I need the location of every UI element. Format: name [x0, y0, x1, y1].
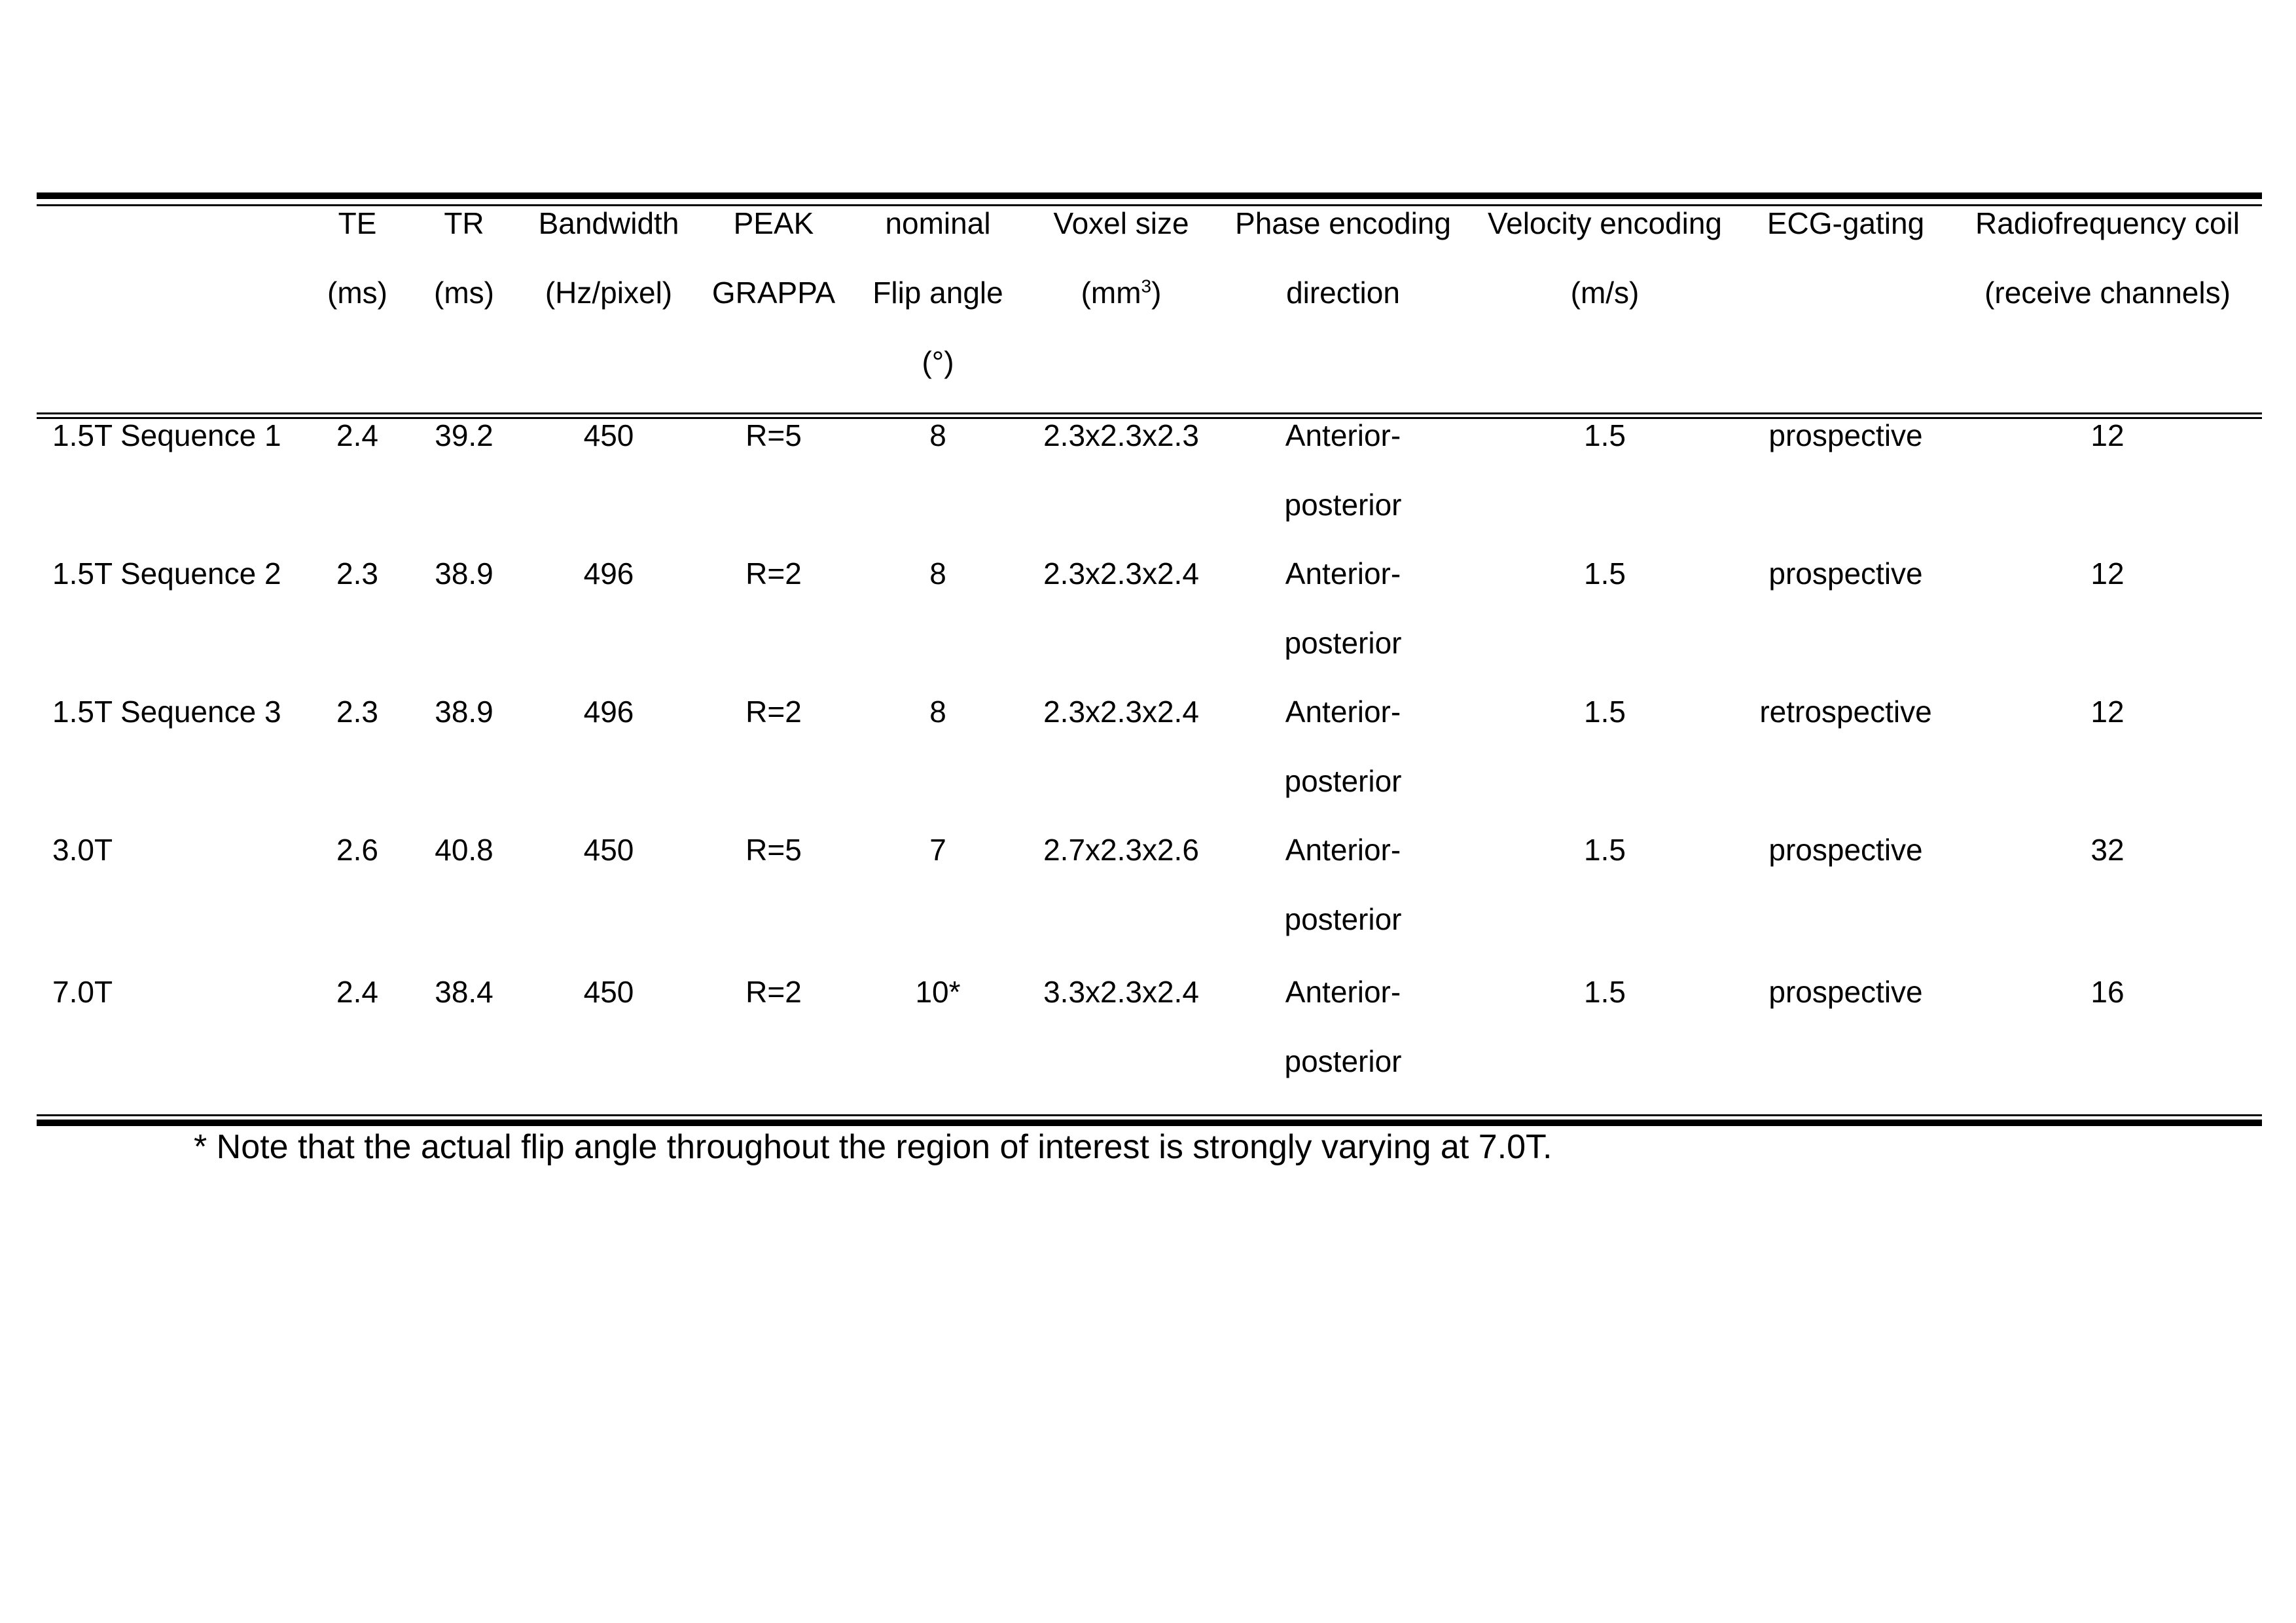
header-peak-grappa-line1: PEAK [733, 206, 814, 240]
cell-phase-encoding [1285, 418, 1402, 522]
cell-velocity-encoding: 1.5 [1584, 975, 1626, 1009]
cell-peak-grappa: R=5 [745, 833, 802, 867]
cell-tr: 38.4 [435, 975, 493, 1009]
row-label: 3.0T [52, 833, 113, 867]
cell-flip-angle: 10* [915, 975, 961, 1009]
cell-voxel-size: 2.3x2.3x2.4 [1043, 695, 1199, 729]
cell-rf-coil: 16 [2090, 975, 2125, 1009]
cell-voxel-size: 2.3x2.3x2.3 [1043, 418, 1199, 452]
cell-line: Anterior- [1285, 833, 1401, 867]
cell-ecg-gating: prospective [1768, 975, 1923, 1009]
cell-rf-coil: 12 [2090, 695, 2125, 729]
cell-bandwidth: 450 [583, 418, 634, 452]
cell-phase-encoding [1285, 832, 1402, 937]
cell-flip-angle: 8 [929, 695, 946, 729]
row-label: 1.5T Sequence 1 [52, 418, 281, 452]
cell-bandwidth: 450 [583, 975, 634, 1009]
header-velocity-encoding-line1: Velocity encoding [1487, 206, 1723, 240]
cell-rf-coil: 32 [2090, 833, 2125, 867]
header-tr-line2: (ms) [434, 276, 494, 310]
header-flip-angle-line2: Flip angle [872, 276, 1003, 310]
cell-line: posterior [1284, 488, 1402, 522]
row-label: 1.5T Sequence 2 [52, 556, 281, 591]
cell-line: posterior [1284, 626, 1402, 660]
cell-velocity-encoding: 1.5 [1584, 833, 1626, 867]
header-phase-encoding-line2: direction [1286, 276, 1400, 310]
cell-phase-encoding [1285, 556, 1402, 661]
table-top-rule-thick [37, 192, 2262, 199]
header-voxel-size-unit: (mm [1081, 276, 1141, 310]
cell-tr: 38.9 [435, 556, 493, 591]
cell-tr: 38.9 [435, 695, 493, 729]
header-phase-encoding-line1: Phase encoding [1235, 206, 1451, 240]
header-peak-grappa [712, 206, 835, 310]
header-separator-rule [37, 412, 2262, 414]
cell-te: 2.4 [336, 418, 378, 452]
header-bandwidth-line2: (Hz/pixel) [545, 276, 673, 310]
header-te [327, 206, 387, 310]
cell-te: 2.3 [336, 556, 378, 591]
cell-peak-grappa: R=2 [745, 695, 802, 729]
header-flip-angle-line3: (°) [922, 345, 954, 379]
header-voxel-size [1053, 206, 1189, 310]
header-voxel-size-line2 [1053, 275, 1189, 310]
cell-ecg-gating: prospective [1768, 418, 1923, 452]
header-rf-coil [1975, 206, 2240, 310]
cell-peak-grappa: R=2 [745, 556, 802, 591]
table-footnote: * Note that the actual flip angle throughout the region of interest is strongly varying at 7.0T. [194, 1128, 1552, 1166]
cell-voxel-size: 3.3x2.3x2.4 [1043, 975, 1199, 1009]
header-voxel-size-close: ) [1151, 276, 1162, 310]
cell-phase-encoding [1285, 694, 1402, 799]
cell-velocity-encoding: 1.5 [1584, 695, 1626, 729]
cell-flip-angle: 7 [929, 833, 946, 867]
cell-bandwidth: 496 [583, 695, 634, 729]
cell-flip-angle: 8 [929, 418, 946, 452]
header-te-line1: TE [338, 206, 377, 240]
header-ecg-gating-line1: ECG-gating [1767, 206, 1925, 240]
header-flip-angle [872, 206, 1003, 380]
cell-line: Anterior- [1285, 695, 1401, 729]
header-rf-coil-line1: Radiofrequency coil [1975, 206, 2240, 240]
header-ecg-gating [1767, 206, 1924, 241]
header-peak-grappa-line2: GRAPPA [711, 276, 836, 310]
header-bandwidth [539, 206, 679, 310]
cell-line: Anterior- [1285, 975, 1401, 1009]
cell-tr: 40.8 [435, 833, 493, 867]
header-tr [434, 206, 494, 310]
cell-rf-coil: 12 [2090, 418, 2125, 452]
header-te-line2: (ms) [327, 276, 387, 310]
cell-te: 2.4 [336, 975, 378, 1009]
header-voxel-size-superscript: 3 [1141, 276, 1152, 297]
table-bottom-rule-thick [37, 1120, 2262, 1126]
cell-te: 2.3 [336, 695, 378, 729]
table-bottom-rule-thin [37, 1114, 2262, 1116]
cell-velocity-encoding: 1.5 [1584, 556, 1626, 591]
header-voxel-size-line1: Voxel size [1053, 206, 1189, 240]
cell-line: Anterior- [1285, 418, 1401, 452]
cell-line: posterior [1284, 1044, 1402, 1078]
header-phase-encoding [1235, 206, 1451, 310]
cell-rf-coil: 12 [2090, 556, 2125, 591]
row-label: 1.5T Sequence 3 [52, 695, 281, 729]
cell-ecg-gating: prospective [1768, 833, 1923, 867]
header-tr-line1: TR [444, 206, 484, 240]
cell-tr: 39.2 [435, 418, 493, 452]
cell-bandwidth: 496 [583, 556, 634, 591]
cell-ecg-gating: prospective [1768, 556, 1923, 591]
cell-line: posterior [1284, 764, 1402, 798]
cell-flip-angle: 8 [929, 556, 946, 591]
cell-line: Anterior- [1285, 556, 1401, 591]
cell-peak-grappa: R=5 [745, 418, 802, 452]
cell-voxel-size: 2.7x2.3x2.6 [1043, 833, 1199, 867]
header-velocity-encoding [1488, 206, 1722, 310]
row-label: 7.0T [52, 975, 113, 1009]
cell-ecg-gating: retrospective [1759, 695, 1932, 729]
cell-voxel-size: 2.3x2.3x2.4 [1043, 556, 1199, 591]
cell-te: 2.6 [336, 833, 378, 867]
cell-bandwidth: 450 [583, 833, 634, 867]
header-velocity-encoding-line2: (m/s) [1570, 276, 1640, 310]
cell-line: posterior [1284, 902, 1402, 936]
header-rf-coil-line2: (receive channels) [1984, 276, 2231, 310]
header-flip-angle-line1: nominal [885, 206, 991, 240]
header-bandwidth-line1: Bandwidth [538, 206, 679, 240]
cell-velocity-encoding: 1.5 [1584, 418, 1626, 452]
cell-peak-grappa: R=2 [745, 975, 802, 1009]
cell-phase-encoding [1285, 974, 1402, 1079]
